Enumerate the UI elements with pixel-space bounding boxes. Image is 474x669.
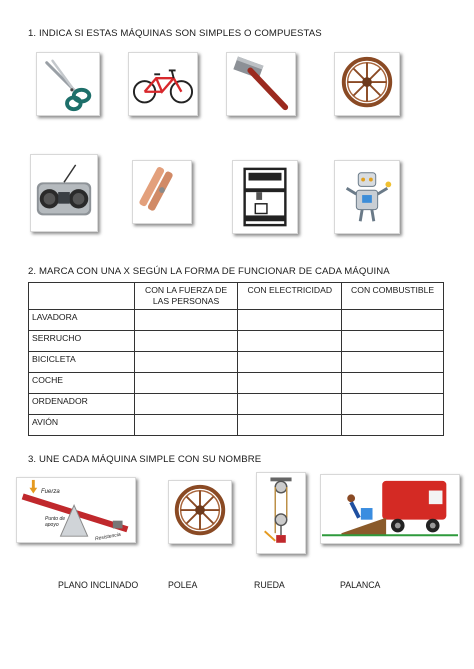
table-header-people: CON LA FUERZA DE LAS PERSONAS (134, 283, 238, 310)
table-row (29, 415, 444, 436)
tile-robot[interactable] (334, 160, 400, 234)
wheel-icon (169, 481, 231, 543)
tile-wheel[interactable] (334, 52, 400, 116)
inclined-plane-icon (321, 475, 459, 543)
mark-cell[interactable] (238, 310, 342, 331)
name-palanca[interactable]: PALANCA (340, 580, 381, 590)
table-row (29, 331, 444, 352)
pulley-icon (257, 473, 305, 553)
lever-fulcrum-label: Punto de apoyo (45, 516, 66, 528)
tile-pulley[interactable] (256, 472, 306, 554)
row-label: LAVADORA (29, 310, 135, 331)
row-label: SERRUCHO (29, 331, 135, 352)
wheel-icon (335, 53, 399, 115)
hammer-icon (227, 53, 295, 115)
mark-cell[interactable] (134, 415, 238, 436)
mark-cell[interactable] (238, 394, 342, 415)
tile-clothespin[interactable] (132, 160, 192, 224)
tile-hammer[interactable] (226, 52, 296, 116)
name-plano-inclinado[interactable]: PLANO INCLINADO (58, 580, 139, 590)
mark-cell[interactable] (134, 373, 238, 394)
table-row (29, 394, 444, 415)
mark-cell[interactable] (134, 394, 238, 415)
section3-title: 3. UNE CADA MÁQUINA SIMPLE CON SU NOMBRE (28, 454, 262, 465)
tile-coffee-machine[interactable] (232, 160, 298, 234)
table-header-fuel: CON COMBUSTIBLE (342, 283, 444, 310)
mark-cell[interactable] (342, 331, 444, 352)
tile-radio[interactable] (30, 154, 98, 232)
mark-cell[interactable] (342, 415, 444, 436)
row-label: AVIÓN (29, 415, 135, 436)
scissors-icon (37, 53, 99, 115)
table-row (29, 352, 444, 373)
mark-cell[interactable] (342, 394, 444, 415)
coffee-machine-icon (233, 161, 297, 233)
table-header-electricity: CON ELECTRICIDAD (238, 283, 342, 310)
mark-cell[interactable] (238, 415, 342, 436)
radio-icon (31, 155, 97, 231)
table-row (29, 310, 444, 331)
row-label: BICICLETA (29, 352, 135, 373)
robot-icon (335, 161, 399, 233)
mark-cell[interactable] (342, 352, 444, 373)
section2-title: 2. MARCA CON UNA X SEGÚN LA FORMA DE FUNCIONAR DE CADA MÁQUINA (28, 266, 390, 277)
lever-resistance-label: Resistencia (94, 531, 122, 543)
table-header-empty (29, 283, 135, 310)
mark-cell[interactable] (342, 373, 444, 394)
mark-cell[interactable] (134, 310, 238, 331)
tile-wheel-2[interactable] (168, 480, 232, 544)
mark-cell[interactable] (134, 352, 238, 373)
name-rueda[interactable]: RUEDA (254, 580, 285, 590)
row-label: COCHE (29, 373, 135, 394)
bicycle-icon (129, 53, 197, 115)
name-polea[interactable]: POLEA (168, 580, 198, 590)
tile-scissors[interactable] (36, 52, 100, 116)
machine-table (28, 282, 444, 436)
table-row (29, 373, 444, 394)
tile-inclined-plane[interactable] (320, 474, 460, 544)
tile-bicycle[interactable] (128, 52, 198, 116)
tile-lever[interactable] (16, 477, 136, 543)
mark-cell[interactable] (134, 331, 238, 352)
mark-cell[interactable] (238, 331, 342, 352)
lever-force-label: Fuerza (41, 489, 60, 495)
mark-cell[interactable] (342, 310, 444, 331)
mark-cell[interactable] (238, 373, 342, 394)
row-label: ORDENADOR (29, 394, 135, 415)
clothespin-icon (133, 161, 191, 223)
section1-title: 1. INDICA SI ESTAS MÁQUINAS SON SIMPLES O COMPUESTAS (28, 28, 322, 39)
mark-cell[interactable] (238, 352, 342, 373)
